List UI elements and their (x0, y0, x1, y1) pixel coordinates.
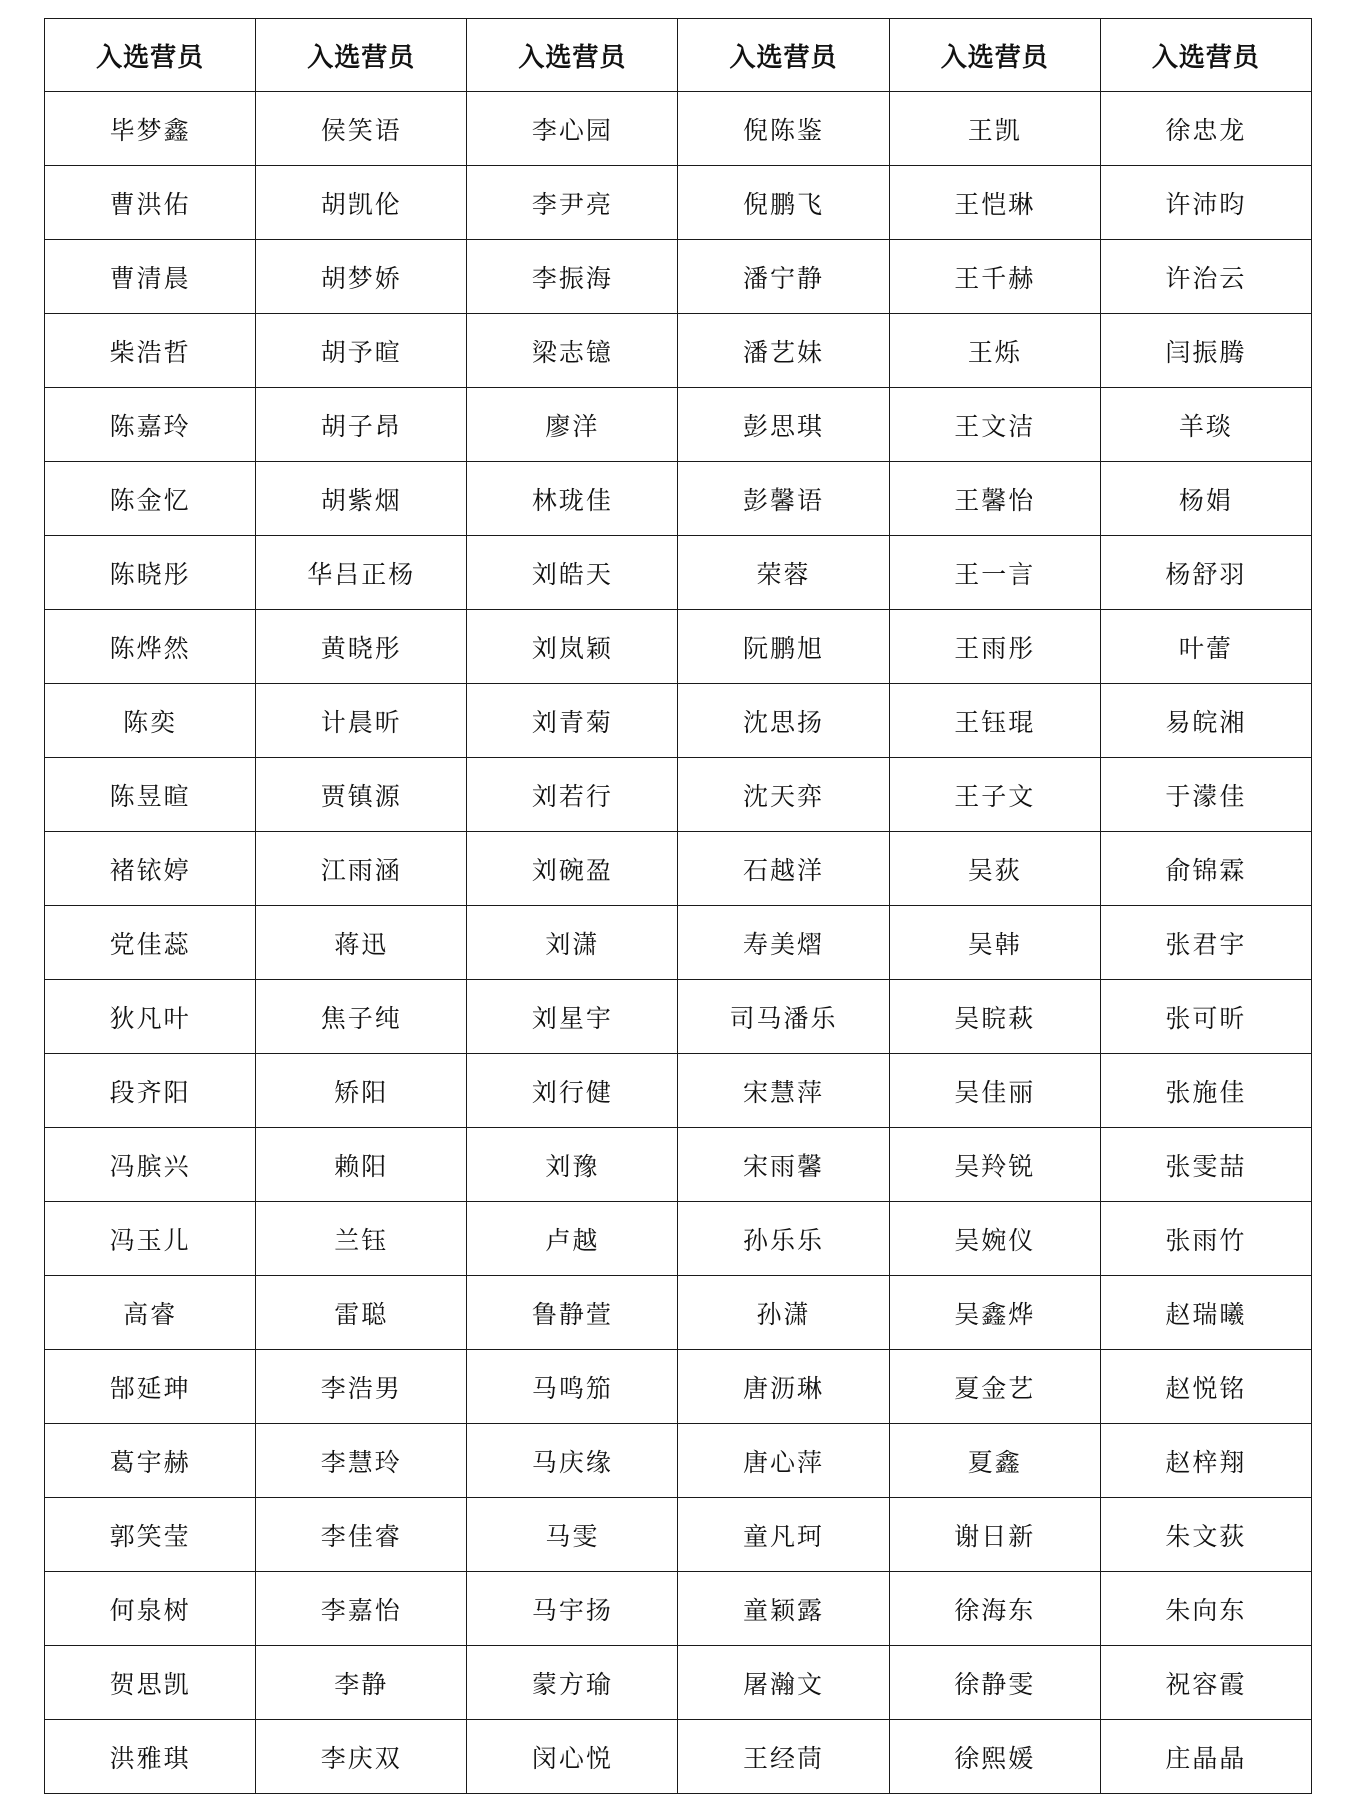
name-cell: 焦子纯 (256, 980, 467, 1054)
name-cell: 雷聪 (256, 1276, 467, 1350)
name-cell: 童凡珂 (678, 1498, 889, 1572)
name-cell: 沈思扬 (678, 684, 889, 758)
name-cell: 洪雅琪 (45, 1720, 256, 1794)
name-cell: 潘宁静 (678, 240, 889, 314)
header-row (45, 19, 1312, 92)
name-cell: 徐静雯 (889, 1646, 1100, 1720)
name-cell: 张君宇 (1100, 906, 1311, 980)
name-cell: 倪鹏飞 (678, 166, 889, 240)
name-cell: 陈烨然 (45, 610, 256, 684)
table-row (45, 536, 1312, 610)
name-cell: 宋雨馨 (678, 1128, 889, 1202)
name-cell: 李静 (256, 1646, 467, 1720)
name-cell: 叶蕾 (1100, 610, 1311, 684)
name-cell: 张可昕 (1100, 980, 1311, 1054)
name-cell: 华吕正杨 (256, 536, 467, 610)
name-cell: 陈晓彤 (45, 536, 256, 610)
name-cell: 矫阳 (256, 1054, 467, 1128)
name-cell: 陈嘉玲 (45, 388, 256, 462)
name-cell: 曹清晨 (45, 240, 256, 314)
table-row (45, 240, 1312, 314)
table-row (45, 92, 1312, 166)
name-cell: 胡凯伦 (256, 166, 467, 240)
name-cell: 沈天弈 (678, 758, 889, 832)
name-cell: 刘豫 (467, 1128, 678, 1202)
name-cell: 林珑佳 (467, 462, 678, 536)
table-row (45, 462, 1312, 536)
name-cell: 张施佳 (1100, 1054, 1311, 1128)
name-cell: 孙潇 (678, 1276, 889, 1350)
name-cell: 谢日新 (889, 1498, 1100, 1572)
name-cell: 许沛昀 (1100, 166, 1311, 240)
name-cell: 李振海 (467, 240, 678, 314)
table-row (45, 906, 1312, 980)
name-cell: 刘行健 (467, 1054, 678, 1128)
table-row (45, 1054, 1312, 1128)
name-cell: 吴韩 (889, 906, 1100, 980)
name-cell: 闵心悦 (467, 1720, 678, 1794)
name-cell: 王雨彤 (889, 610, 1100, 684)
name-cell: 王馨怡 (889, 462, 1100, 536)
name-cell: 徐熙媛 (889, 1720, 1100, 1794)
name-cell: 俞锦霖 (1100, 832, 1311, 906)
name-cell: 马雯 (467, 1498, 678, 1572)
name-cell: 冯玉儿 (45, 1202, 256, 1276)
name-cell: 倪陈鉴 (678, 92, 889, 166)
name-cell: 王经茼 (678, 1720, 889, 1794)
name-cell: 潘艺妹 (678, 314, 889, 388)
name-cell: 赵悦铭 (1100, 1350, 1311, 1424)
roster-body (45, 92, 1312, 1794)
name-cell: 彭思琪 (678, 388, 889, 462)
name-cell: 孙乐乐 (678, 1202, 889, 1276)
name-cell: 贺思凯 (45, 1646, 256, 1720)
table-row (45, 166, 1312, 240)
name-cell: 庄晶晶 (1100, 1720, 1311, 1794)
name-cell: 吴睆萩 (889, 980, 1100, 1054)
name-cell: 侯笑语 (256, 92, 467, 166)
name-cell: 蒙方瑜 (467, 1646, 678, 1720)
name-cell: 贾镇源 (256, 758, 467, 832)
name-cell: 柴浩哲 (45, 314, 256, 388)
name-cell: 李心园 (467, 92, 678, 166)
name-cell: 葛宇赫 (45, 1424, 256, 1498)
name-cell: 党佳蕊 (45, 906, 256, 980)
name-cell: 祝容霞 (1100, 1646, 1311, 1720)
column-header: 入选营员 (256, 19, 467, 92)
name-cell: 陈金忆 (45, 462, 256, 536)
name-cell: 郜延珅 (45, 1350, 256, 1424)
name-cell: 闫振腾 (1100, 314, 1311, 388)
table-row (45, 1498, 1312, 1572)
name-cell: 廖洋 (467, 388, 678, 462)
table-row (45, 610, 1312, 684)
name-cell: 胡子昂 (256, 388, 467, 462)
name-cell: 马宇扬 (467, 1572, 678, 1646)
name-cell: 李尹亮 (467, 166, 678, 240)
column-header: 入选营员 (678, 19, 889, 92)
table-row (45, 314, 1312, 388)
name-cell: 赖阳 (256, 1128, 467, 1202)
table-row (45, 980, 1312, 1054)
name-cell: 许治云 (1100, 240, 1311, 314)
name-cell: 朱向东 (1100, 1572, 1311, 1646)
name-cell: 王文洁 (889, 388, 1100, 462)
name-cell: 刘碗盈 (467, 832, 678, 906)
name-cell: 马庆缘 (467, 1424, 678, 1498)
name-cell: 王子文 (889, 758, 1100, 832)
name-cell: 刘若行 (467, 758, 678, 832)
name-cell: 张雨竹 (1100, 1202, 1311, 1276)
name-cell: 朱文荻 (1100, 1498, 1311, 1572)
name-cell: 马鸣笳 (467, 1350, 678, 1424)
name-cell: 王凯 (889, 92, 1100, 166)
name-cell: 刘岚颖 (467, 610, 678, 684)
name-cell: 徐海东 (889, 1572, 1100, 1646)
name-cell: 李慧玲 (256, 1424, 467, 1498)
column-header: 入选营员 (45, 19, 256, 92)
name-cell: 毕梦鑫 (45, 92, 256, 166)
name-cell: 吴鑫烨 (889, 1276, 1100, 1350)
name-cell: 杨舒羽 (1100, 536, 1311, 610)
name-cell: 易皖湘 (1100, 684, 1311, 758)
name-cell: 屠瀚文 (678, 1646, 889, 1720)
table-row (45, 758, 1312, 832)
name-cell: 徐忠龙 (1100, 92, 1311, 166)
table-row (45, 1720, 1312, 1794)
name-cell: 郭笑莹 (45, 1498, 256, 1572)
name-cell: 王烁 (889, 314, 1100, 388)
table-row (45, 684, 1312, 758)
name-cell: 夏鑫 (889, 1424, 1100, 1498)
name-cell: 刘皓天 (467, 536, 678, 610)
name-cell: 夏金艺 (889, 1350, 1100, 1424)
name-cell: 何泉树 (45, 1572, 256, 1646)
name-cell: 王千赫 (889, 240, 1100, 314)
name-cell: 唐心萍 (678, 1424, 889, 1498)
name-cell: 赵瑞曦 (1100, 1276, 1311, 1350)
name-cell: 梁志镱 (467, 314, 678, 388)
table-row (45, 388, 1312, 462)
name-cell: 王一言 (889, 536, 1100, 610)
name-cell: 刘青菊 (467, 684, 678, 758)
name-cell: 石越洋 (678, 832, 889, 906)
name-cell: 刘星宇 (467, 980, 678, 1054)
name-cell: 计晨昕 (256, 684, 467, 758)
name-cell: 阮鹏旭 (678, 610, 889, 684)
name-cell: 李嘉怡 (256, 1572, 467, 1646)
name-cell: 陈昱暄 (45, 758, 256, 832)
name-cell: 彭馨语 (678, 462, 889, 536)
name-cell: 曹洪佑 (45, 166, 256, 240)
table-row (45, 1128, 1312, 1202)
roster-table (44, 18, 1312, 1794)
name-cell: 卢越 (467, 1202, 678, 1276)
column-header: 入选营员 (1100, 19, 1311, 92)
name-cell: 唐沥琳 (678, 1350, 889, 1424)
name-cell: 吴佳丽 (889, 1054, 1100, 1128)
name-cell: 陈奕 (45, 684, 256, 758)
name-cell: 刘潇 (467, 906, 678, 980)
name-cell: 吴婉仪 (889, 1202, 1100, 1276)
name-cell: 张雯喆 (1100, 1128, 1311, 1202)
name-cell: 寿美熠 (678, 906, 889, 980)
table-row (45, 1202, 1312, 1276)
column-header: 入选营员 (889, 19, 1100, 92)
name-cell: 司马潘乐 (678, 980, 889, 1054)
name-cell: 杨娟 (1100, 462, 1311, 536)
name-cell: 黄晓彤 (256, 610, 467, 684)
name-cell: 吴羚锐 (889, 1128, 1100, 1202)
name-cell: 荣蓉 (678, 536, 889, 610)
name-cell: 胡梦娇 (256, 240, 467, 314)
name-cell: 赵梓翔 (1100, 1424, 1311, 1498)
name-cell: 胡予暄 (256, 314, 467, 388)
name-cell: 吴荻 (889, 832, 1100, 906)
name-cell: 宋慧萍 (678, 1054, 889, 1128)
name-cell: 李庆双 (256, 1720, 467, 1794)
name-cell: 胡紫烟 (256, 462, 467, 536)
name-cell: 兰钰 (256, 1202, 467, 1276)
column-header: 入选营员 (467, 19, 678, 92)
name-cell: 狄凡叶 (45, 980, 256, 1054)
table-row (45, 1424, 1312, 1498)
name-cell: 鲁静萱 (467, 1276, 678, 1350)
name-cell: 王钰琨 (889, 684, 1100, 758)
table-row (45, 1350, 1312, 1424)
name-cell: 李佳睿 (256, 1498, 467, 1572)
table-row (45, 1646, 1312, 1720)
name-cell: 冯膑兴 (45, 1128, 256, 1202)
name-cell: 褚铱婷 (45, 832, 256, 906)
name-cell: 王恺琳 (889, 166, 1100, 240)
name-cell: 段齐阳 (45, 1054, 256, 1128)
name-cell: 高睿 (45, 1276, 256, 1350)
table-row (45, 832, 1312, 906)
name-cell: 于濛佳 (1100, 758, 1311, 832)
name-cell: 童颖露 (678, 1572, 889, 1646)
name-cell: 李浩男 (256, 1350, 467, 1424)
table-row (45, 1276, 1312, 1350)
name-cell: 蒋迅 (256, 906, 467, 980)
name-cell: 羊琰 (1100, 388, 1311, 462)
table-row (45, 1572, 1312, 1646)
name-cell: 江雨涵 (256, 832, 467, 906)
